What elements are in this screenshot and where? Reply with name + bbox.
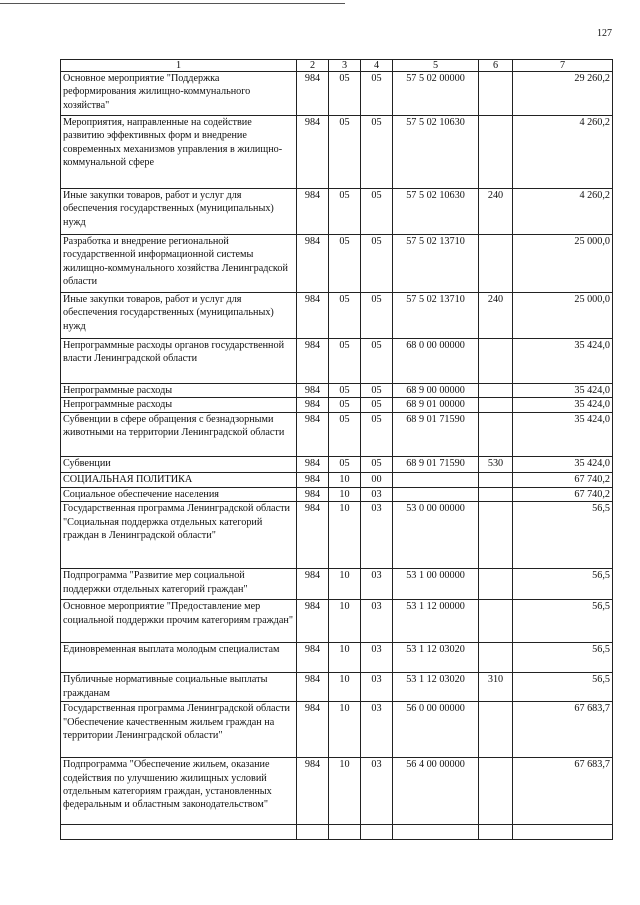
row-name-cell: Государственная программа Ленинградской области "Социальная поддержка отдельных категорий граждан в Ленинградской области" — [61, 502, 297, 569]
row-section-cell: 10 — [329, 472, 361, 487]
row-amount-cell: 35 424,0 — [513, 398, 613, 412]
row-target-code-cell: 68 9 01 71590 — [393, 456, 479, 472]
table-row — [61, 456, 613, 472]
table-row — [61, 116, 613, 189]
row-subsection-cell: 05 — [361, 456, 393, 472]
row-amount-cell: 25 000,0 — [513, 235, 613, 293]
row-section-cell: 05 — [329, 412, 361, 456]
row-grbs-cell: 984 — [297, 502, 329, 569]
row-expense-type-cell: 240 — [479, 293, 513, 339]
row-target-code-cell: 57 5 02 13710 — [393, 235, 479, 293]
row-target-code-cell: 68 9 00 00000 — [393, 384, 479, 398]
row-subsection-cell: 03 — [361, 502, 393, 569]
row-amount-cell: 67 683,7 — [513, 702, 613, 758]
table-row — [61, 398, 613, 412]
row-subsection-cell: 05 — [361, 189, 393, 235]
row-grbs-cell: 984 — [297, 758, 329, 840]
row-subsection-cell: 00 — [361, 472, 393, 487]
row-grbs-cell: 984 — [297, 412, 329, 456]
table-row — [61, 600, 613, 643]
row-amount-cell: 56,5 — [513, 673, 613, 702]
table-row — [61, 643, 613, 673]
row-name-cell: Непрограммные расходы — [61, 384, 297, 398]
row-name-cell: Субвенции — [61, 456, 297, 472]
row-grbs-cell: 984 — [297, 116, 329, 189]
row-expense-type-cell — [479, 384, 513, 398]
row-grbs-cell: 984 — [297, 72, 329, 116]
row-name-cell: Субвенции в сфере обращения с безнадзорными животными на территории Ленинградской области — [61, 412, 297, 456]
table-row — [61, 384, 613, 398]
row-section-cell: 05 — [329, 398, 361, 412]
row-target-code-cell: 68 9 01 71590 — [393, 412, 479, 456]
row-name-cell: Единовременная выплата молодым специалистам — [61, 643, 297, 673]
table-row — [61, 235, 613, 293]
row-expense-type-cell — [479, 412, 513, 456]
row-target-code-cell: 53 1 12 00000 — [393, 600, 479, 643]
row-amount-cell: 4 260,2 — [513, 189, 613, 235]
row-section-cell: 10 — [329, 569, 361, 600]
row-amount-cell: 35 424,0 — [513, 384, 613, 398]
row-expense-type-cell — [479, 643, 513, 673]
row-section-cell: 05 — [329, 293, 361, 339]
row-expense-type-cell — [479, 472, 513, 487]
row-amount-cell: 56,5 — [513, 600, 613, 643]
row-section-cell: 05 — [329, 189, 361, 235]
row-subsection-cell: 03 — [361, 702, 393, 758]
row-expense-type-cell — [479, 72, 513, 116]
row-amount-cell: 4 260,2 — [513, 116, 613, 189]
row-name-cell: СОЦИАЛЬНАЯ ПОЛИТИКА — [61, 472, 297, 487]
row-grbs-cell: 984 — [297, 487, 329, 501]
row-grbs-cell: 984 — [297, 643, 329, 673]
row-subsection-cell: 05 — [361, 398, 393, 412]
row-name-cell: Подпрограмма "Развитие мер социальной поддержки отдельных категорий граждан" — [61, 569, 297, 600]
row-amount-cell: 29 260,2 — [513, 72, 613, 116]
header-cell: 6 — [479, 60, 513, 72]
row-grbs-cell: 984 — [297, 235, 329, 293]
row-expense-type-cell: 240 — [479, 189, 513, 235]
table-row — [61, 339, 613, 384]
row-amount-cell: 25 000,0 — [513, 293, 613, 339]
row-target-code-cell: 53 1 12 03020 — [393, 643, 479, 673]
row-grbs-cell: 984 — [297, 189, 329, 235]
row-amount-cell: 67 683,7 — [513, 758, 613, 840]
row-section-cell: 10 — [329, 643, 361, 673]
table-row — [61, 412, 613, 456]
row-section-cell: 05 — [329, 339, 361, 384]
row-expense-type-cell: 530 — [479, 456, 513, 472]
row-grbs-cell: 984 — [297, 472, 329, 487]
row-subsection-cell: 05 — [361, 384, 393, 398]
row-target-code-cell: 56 0 00 00000 — [393, 702, 479, 758]
table-row — [61, 472, 613, 487]
row-amount-cell: 56,5 — [513, 569, 613, 600]
row-name-cell: Социальное обеспечение населения — [61, 487, 297, 501]
row-name-cell: Подпрограмма "Обеспечение жильем, оказание содействия по улучшению жилищных условий отдельным категориям граждан, установленных федеральным и областным законодательством" — [61, 758, 297, 840]
header-cell: 5 — [393, 60, 479, 72]
row-expense-type-cell — [479, 398, 513, 412]
row-section-cell: 10 — [329, 487, 361, 501]
row-name-cell: Иные закупки товаров, работ и услуг для обеспечения государственных (муниципальных) нужд — [61, 189, 297, 235]
row-subsection-cell: 05 — [361, 116, 393, 189]
row-subsection-cell: 05 — [361, 339, 393, 384]
row-expense-type-cell — [479, 487, 513, 501]
header-cell: 3 — [329, 60, 361, 72]
table-row — [61, 758, 613, 840]
row-target-code-cell: 53 1 12 03020 — [393, 673, 479, 702]
row-expense-type-cell — [479, 502, 513, 569]
row-section-cell: 05 — [329, 72, 361, 116]
row-amount-cell: 35 424,0 — [513, 339, 613, 384]
row-amount-cell: 56,5 — [513, 643, 613, 673]
page-number: 127 — [597, 28, 612, 39]
row-expense-type-cell — [479, 116, 513, 189]
row-target-code-cell — [393, 487, 479, 501]
row-grbs-cell: 984 — [297, 293, 329, 339]
row-target-code-cell: 56 4 00 00000 — [393, 758, 479, 840]
row-expense-type-cell — [479, 339, 513, 384]
row-subsection-cell: 03 — [361, 673, 393, 702]
row-section-cell: 05 — [329, 235, 361, 293]
row-grbs-cell: 984 — [297, 384, 329, 398]
row-expense-type-cell: 310 — [479, 673, 513, 702]
row-grbs-cell: 984 — [297, 398, 329, 412]
row-grbs-cell: 984 — [297, 456, 329, 472]
header-cell: 2 — [297, 60, 329, 72]
row-name-cell: Мероприятия, направленные на содействие развитию эффективных форм и внедрение современных механизмов управления в жилищно-коммунальной сфере — [61, 116, 297, 189]
row-target-code-cell: 53 1 00 00000 — [393, 569, 479, 600]
table-row — [61, 702, 613, 758]
row-section-cell: 10 — [329, 600, 361, 643]
row-section-cell: 05 — [329, 116, 361, 189]
row-grbs-cell: 984 — [297, 339, 329, 384]
row-subsection-cell: 03 — [361, 487, 393, 501]
row-subsection-cell: 05 — [361, 412, 393, 456]
row-target-code-cell: 57 5 02 10630 — [393, 189, 479, 235]
row-section-cell: 10 — [329, 702, 361, 758]
row-subsection-cell: 03 — [361, 600, 393, 643]
row-subsection-cell: 05 — [361, 72, 393, 116]
row-target-code-cell: 57 5 02 10630 — [393, 116, 479, 189]
row-subsection-cell: 05 — [361, 235, 393, 293]
row-section-cell: 05 — [329, 456, 361, 472]
row-grbs-cell: 984 — [297, 600, 329, 643]
row-expense-type-cell — [479, 600, 513, 643]
header-cell: 1 — [61, 60, 297, 72]
row-amount-cell: 67 740,2 — [513, 487, 613, 501]
row-target-code-cell: 68 9 01 00000 — [393, 398, 479, 412]
table-row — [61, 502, 613, 569]
table-row — [61, 293, 613, 339]
row-name-cell: Основное мероприятие "Поддержка реформирования жилищно-коммунального хозяйства" — [61, 72, 297, 116]
row-expense-type-cell — [479, 569, 513, 600]
table-row — [61, 673, 613, 702]
row-expense-type-cell — [479, 235, 513, 293]
row-grbs-cell: 984 — [297, 569, 329, 600]
row-subsection-cell: 03 — [361, 643, 393, 673]
row-section-cell: 10 — [329, 758, 361, 840]
row-target-code-cell: 57 5 02 00000 — [393, 72, 479, 116]
header-row — [61, 60, 613, 72]
table-row — [61, 72, 613, 116]
row-target-code-cell — [393, 472, 479, 487]
top-rule — [0, 3, 345, 4]
row-amount-cell: 35 424,0 — [513, 412, 613, 456]
header-cell: 7 — [513, 60, 613, 72]
row-subsection-cell: 03 — [361, 569, 393, 600]
row-expense-type-cell — [479, 758, 513, 840]
row-name-cell: Непрограммные расходы — [61, 398, 297, 412]
row-amount-cell: 67 740,2 — [513, 472, 613, 487]
row-subsection-cell: 03 — [361, 758, 393, 840]
row-target-code-cell: 57 5 02 13710 — [393, 293, 479, 339]
row-name-cell: Непрограммные расходы органов государственной власти Ленинградской области — [61, 339, 297, 384]
budget-table — [60, 59, 613, 840]
header-cell: 4 — [361, 60, 393, 72]
row-amount-cell: 35 424,0 — [513, 456, 613, 472]
row-target-code-cell: 53 0 00 00000 — [393, 502, 479, 569]
row-amount-cell: 56,5 — [513, 502, 613, 569]
row-name-cell: Иные закупки товаров, работ и услуг для обеспечения государственных (муниципальных) нужд — [61, 293, 297, 339]
table-row — [61, 487, 613, 501]
row-section-cell: 05 — [329, 384, 361, 398]
row-target-code-cell: 68 0 00 00000 — [393, 339, 479, 384]
table-bottom-edge — [60, 824, 612, 825]
row-name-cell: Публичные нормативные социальные выплаты гражданам — [61, 673, 297, 702]
row-section-cell: 10 — [329, 673, 361, 702]
row-name-cell: Основное мероприятие "Предоставление мер социальной поддержки прочим категориям граждан" — [61, 600, 297, 643]
row-expense-type-cell — [479, 702, 513, 758]
row-grbs-cell: 984 — [297, 673, 329, 702]
table-row — [61, 189, 613, 235]
table-row — [61, 569, 613, 600]
row-grbs-cell: 984 — [297, 702, 329, 758]
row-subsection-cell: 05 — [361, 293, 393, 339]
row-section-cell: 10 — [329, 502, 361, 569]
row-name-cell: Государственная программа Ленинградской области "Обеспечение качественным жильем граждан на территории Ленинградской области" — [61, 702, 297, 758]
row-name-cell: Разработка и внедрение региональной государственной информационной системы жилищно-коммунального хозяйства Ленинградской области — [61, 235, 297, 293]
